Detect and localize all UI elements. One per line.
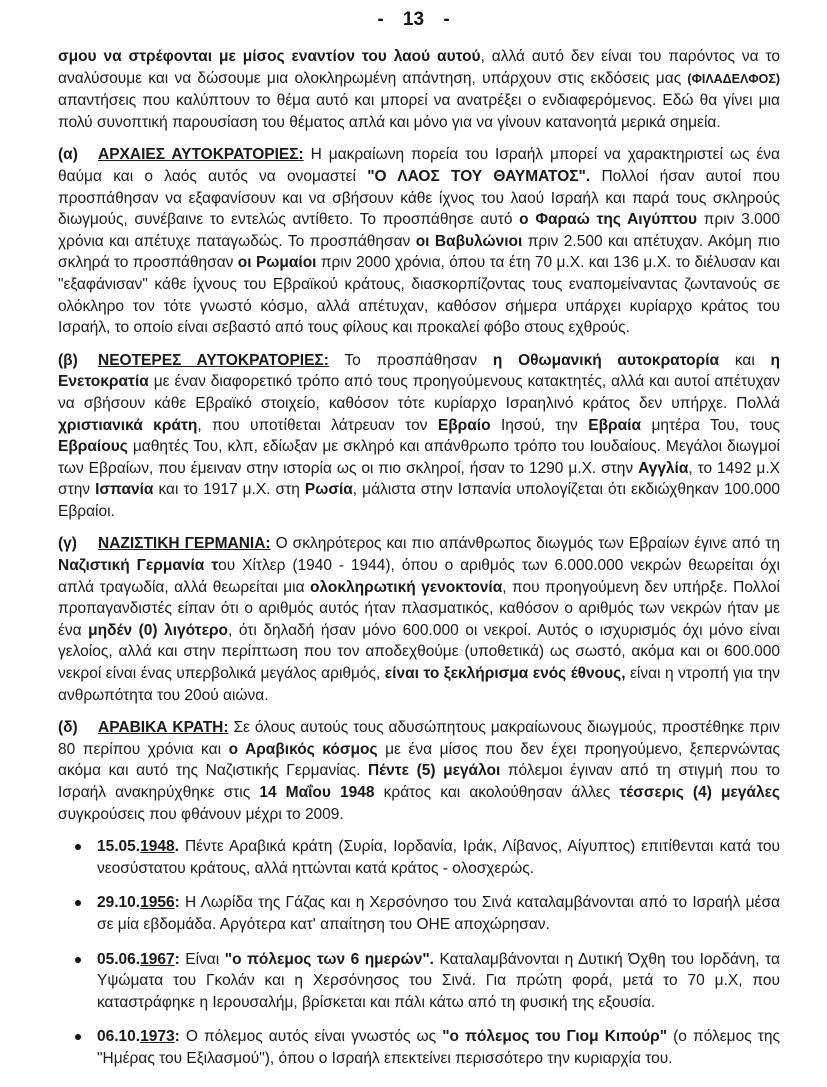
text-run: , μάλιστα στην Ισπανία υπολογίζεται ότι εκδιώχθηκαν 100.000 Εβραίοι. — [58, 481, 780, 520]
text-run: Καταλαμβάνονται η Δυτική Όχθη του Ιορδάνη, τα Υψώματα του Γκολάν και η Χερσόνησος του Σινά. Για πρώτη φορά, μετά το 70 μ.Χ, που καταστράφηκε η Ιερουσαλήμ, βρίσκεται και πάλι κάτω από τη φυσική της εξουσία. — [97, 950, 780, 1011]
text-run: μητέρα Του, τους — [641, 416, 781, 434]
text-run: και το 1917 μ.Χ. στη — [153, 481, 305, 499]
text-run: , που υποτίθεται λάτρευαν τον — [197, 416, 438, 434]
text-run: Το προσπάθησαν — [328, 351, 493, 369]
page-number: - 13 - — [377, 9, 450, 30]
text-run: Ναζιστική Γερμανία τ — [58, 557, 219, 575]
bullet-text — [97, 894, 780, 933]
bullet-war-1956 — [58, 892, 780, 935]
text-run: "Ο ΛΑΟΣ ΤΟΥ ΘΑΥΜΑΤΟΣ". — [367, 167, 591, 185]
text-run: ο Φαραώ της Αιγύπτου — [519, 211, 698, 229]
text-run: 06.10. — [97, 1028, 141, 1046]
text-run: κράτος και ακολούθησαν άλλες — [374, 784, 620, 801]
text-run: (ο πόλεμος της "Ημέρας του Εξιλασμού"), όπου ο Ισραήλ επεκτείνει περισσότερο την κυριαρχία του. — [97, 1028, 780, 1067]
text-run: είναι η ντροπή για την ανθρωπότητα του 20ού αιώνα. — [58, 665, 780, 704]
text-run: , αλλά αυτό δεν είναι του παρόντος να το αναλύσουμε και να δώσουμε μια ολοκληρωμένη απάντηση, υπάρχουν στις εκδόσεις μας — [58, 48, 780, 87]
text-run: 1948 — [140, 838, 175, 856]
text-run: (ΦΙΛΑΔΕΛΦΟΣ) — [687, 71, 780, 86]
bullet-icon — [75, 844, 81, 850]
bullet-icon — [75, 1034, 81, 1040]
text-run: σμου να στρέφονται με μίσος εναντίον του λαού αυτού — [58, 48, 481, 65]
text-run: Εβραίο — [437, 416, 491, 434]
text-run: Πέντε (5) μεγάλοι — [367, 762, 501, 780]
text-run: Εβραίους — [58, 438, 128, 456]
bullet-text — [97, 1028, 780, 1067]
text-run: είναι το ξεκλήρισμα ενός έθνους, — [384, 665, 626, 683]
text-run: ΝΕΟΤΕΡΕΣ ΑΥΤΟΚΡΑΤΟΡΙΕΣ: — [98, 351, 329, 369]
text-run: Ισπανία — [95, 481, 154, 499]
text-run: ου Χίτλερ (1940 - 1944), όπου ο αριθμός των 6.000.000 νεκρών θεωρείται όχι απλά τραγωδία, αλλά θεωρείται μια — [58, 557, 780, 596]
text-run: 05.06. — [97, 950, 141, 968]
text-run: : — [174, 894, 180, 912]
text-run: , ότι δηλαδή ήσαν μόνο 600.000 οι νεκροί. Αυτός ο ισχυρισμός όχι μόνο είναι γελοίος, αλλά και στην περίπτωση που τον αποδεχθούμε (υποθετικά) ως σωστό, ακόμα και οι 600.000 νεκροί είναι ένας υπερβολικά μεγάλος αριθμός, — [58, 621, 780, 683]
text-run: Πολλοί ήσαν αυτοί που προσπάθησαν να εξαφανίσουν και να σβήσουν κάθε ίχνος του λαού Ισραήλ και παρά τους σκληρούς διωγμούς, συνέβαινε το εντελώς αντίθετο. Το προσπάθησε αυτό — [58, 167, 780, 229]
text-run: Είναι — [179, 950, 225, 968]
text-run: πόλεμοι έγιναν από τη στιγμή που το Ισραήλ ανακηρύχθηκε στις — [58, 762, 780, 801]
text-run: Πέντε Αραβικά κράτη (Συρία, Ιορδανία, Ιράκ, Λίβανος, Αίγυπτος) επιτίθενται κατά του νεοσύστατου κράτους, αλλά ηττώνται κατά κράτος - ολοσχερώς. — [97, 838, 780, 877]
text-run: ΑΡΑΒΙΚΑ ΚΡΑΤΗ: — [98, 719, 229, 737]
text-run: , που προηγούμενη δεν υπήρξε. Πολλοί προπαγανδιστές είπαν ότι ο αριθμός αυτός ήταν πλασματικός, καθόσον ο αριθμός των νεκρών ήταν με ένα — [58, 578, 780, 639]
text-run: πριν 2.500 και απέτυχαν. Ακόμη πιο σκληρά το προσπάθησαν — [58, 232, 780, 272]
text-run: 29.10. — [97, 894, 141, 912]
text-run: (β) — [58, 351, 78, 369]
text-run: τέσσερις (4) μεγάλες — [619, 784, 780, 801]
text-run: η Ενετοκρατία — [58, 351, 780, 391]
text-run: 15.05. — [97, 838, 141, 856]
text-run: συγκρούσεις που φθάνουν μέχρι το 2009. — [58, 805, 344, 823]
text-run: μηδέν (0) λιγότερο — [88, 621, 229, 639]
text-run: , το 1492 μ.Χ στην — [58, 459, 780, 499]
section-c-nazi-germany — [58, 533, 780, 706]
section-b-newer-empires — [58, 350, 780, 523]
text-run: Ο σκληρότερος και πιο απάνθρωπος διωγμός των Εβραίων έγινε από τη — [270, 535, 780, 553]
section-d-arab-states — [58, 717, 780, 825]
text-run: "ο πόλεμος του Γιομ Κιπούρ" — [442, 1028, 668, 1046]
bullet-icon — [75, 957, 81, 963]
text-run: Σε όλους αυτούς τους αδυσώπητους μακραίωνους διωγμούς, προστέθηκε πριν 80 περίπου χρόνια και — [58, 719, 780, 758]
document-content — [58, 46, 780, 1070]
text-run: : — [174, 950, 180, 968]
text-run: και — [719, 351, 771, 369]
text-run: πριν 3.000 χρόνια και απέτυχε παταγωδώς. Το προσπάθησαν — [58, 211, 780, 250]
text-run: Ρωσία — [304, 481, 353, 499]
bullet-war-1948 — [58, 836, 780, 879]
text-run: ΑΡΧΑΙΕΣ ΑΥΤΟΚΡΑΤΟΡΙΕΣ: — [98, 146, 304, 164]
text-run: 1973 — [140, 1028, 175, 1046]
text-run: η Οθωμανική αυτοκρατορία — [492, 351, 720, 369]
text-run: (δ) — [58, 719, 78, 737]
text-run: . — [174, 838, 179, 856]
text-run: Εβραία — [588, 416, 642, 434]
text-run: Ο πόλεμος αυτός είναι γνωστός ως — [179, 1028, 443, 1046]
text-run: ΝΑΖΙΣΤΙΚΗ ΓΕΡΜΑΝΙΑ: — [98, 535, 271, 553]
text-run: Η Λωρίδα της Γάζας και η Χερσόνησο του Σινά καταλαμβάνονται από το Ισραήλ μέσα σε μία εβδομάδα. Αργότερα κατ' απαίτηση του ΟΗΕ αποχώρησαν. — [97, 894, 780, 933]
text-run: "ο πόλεμος των 6 ημερών". — [224, 950, 434, 968]
text-run: οι Βαβυλώνιοι — [415, 232, 523, 250]
text-run: Η μακραίωνη πορεία του Ισραήλ μπορεί να χαρακτηριστεί ως ένα θαύμα και ο λαός αυτός να ονομαστεί — [58, 146, 780, 185]
text-run: με ένα μίσος που δεν έχει προηγούμενο, ξεπερνώντας ακόμα και αυτό της Ναζιστικής Γερμανίας. — [58, 740, 781, 780]
bullet-war-1967 — [58, 949, 780, 1014]
text-run: πριν 2000 χρόνια, όπου τα έτη 70 μ.Χ. και 136 μ.Χ. το διέλυσαν και "εξαφάνισαν" κάθε ίχνους του Εβραϊκού κράτους, διασκορπίζοντας τους εναπομείναντας ζωντανούς σε ολόκληρο τον τότε γνωστό κόσμο, αλλά απέτυχαν, καθόσον σήμερα υπάρχει κυρίαρχο κράτος του Ισραήλ, το οποίο είναι σεβαστό από τους φίλους και προκαλεί φόβο στους εχθρούς. — [58, 254, 781, 337]
bullet-icon — [75, 900, 81, 906]
text-run: 1956 — [140, 894, 175, 912]
section-a-ancient-empires — [58, 144, 780, 338]
continuation-paragraph — [58, 46, 780, 133]
text-run: (γ) — [58, 535, 77, 553]
bullet-text — [97, 951, 780, 1011]
text-run: με έναν διαφορετικό τρόπο από τους προηγούμενους κατακτητές, αλλά και αυτοί απέτυχαν να σβήσουν κάθε Εβραϊκό στοιχείο, καθόσον τότε κυρίαρχο Ισραηλινό κράτος δεν υπήρχε. Πολλά — [58, 373, 780, 412]
bullet-war-1973 — [58, 1026, 780, 1069]
text-run: ολοκληρωτική γενοκτονία — [310, 578, 503, 596]
text-run: χριστιανικά κράτη — [58, 416, 198, 434]
text-run: Αγγλία — [638, 459, 689, 477]
text-run: (α) — [58, 146, 78, 164]
text-run: Ιησού, την — [490, 416, 589, 434]
bullet-text — [97, 838, 780, 877]
text-run: ο Αραβικός κόσμος — [228, 740, 378, 758]
text-run: : — [174, 1028, 180, 1046]
text-run: οι Ρωμαίοι — [237, 254, 317, 272]
text-run: 14 Μαΐου 1948 — [259, 784, 375, 801]
text-run: απαντήσεις που καλύπτουν το θέμα αυτό και μπορεί να ανατρέξει ο ενδιαφερόμενος. Εδώ θα γίνει μια πολύ συνοπτική παρουσίαση του θέματος απλά και μόνο για να γίνουν κατανοητά μερικά σημεία. — [58, 92, 780, 131]
text-run: μαθητές Του, κλπ, εδίωξαν με σκληρό και απάνθρωπο τρόπο του Ιουδαίους. Μεγάλοι διωγμοί των Εβραίων, που έμειναν στην ιστορία ως οι πιο σκληροί, ήσαν το 1290 μ.Χ. στην — [58, 438, 780, 477]
text-run: 1967 — [140, 950, 175, 968]
